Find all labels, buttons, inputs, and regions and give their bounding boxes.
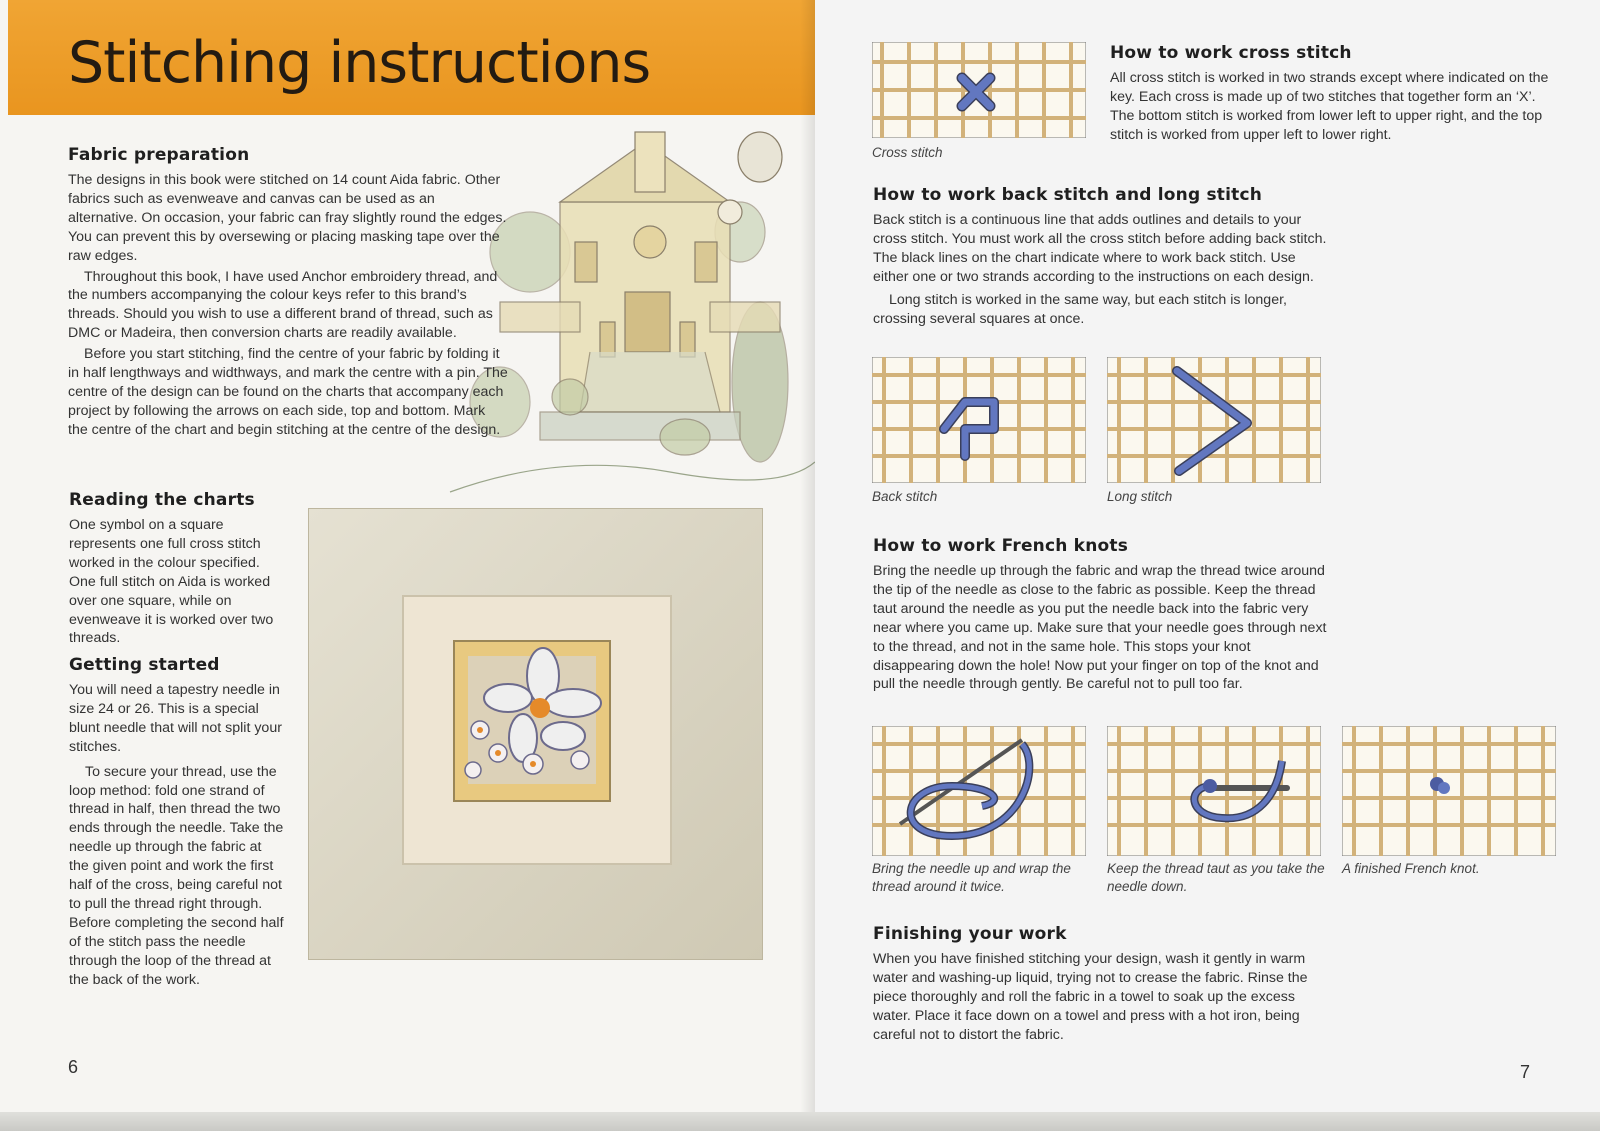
reading-charts-paragraph: One symbol on a square represents one full cross stitch worked in the colour specified. One full stitch on Aida is worked over one square, while on evenweave it is worked over two threads. <box>69 517 274 647</box>
heading-finishing: Finishing your work <box>873 924 1067 944</box>
section-reading-charts <box>69 490 285 648</box>
right-page <box>815 0 1600 1131</box>
heading-fabric-preparation: Fabric preparation <box>68 145 250 165</box>
page-bottom-edge <box>0 1112 1600 1131</box>
heading-cross-stitch: How to work cross stitch <box>1110 43 1352 63</box>
back-stitch-diagram <box>872 357 1086 483</box>
cross-stitch-paragraph: All cross stitch is worked in two strands except where indicated on the key. Each cross is made up of two stitches that together form an ‘X’. The bottom stitch is worked from lower left to upper right, and the top stitch is worked from upper left to lower right. <box>1110 70 1549 143</box>
getting-started-paragraph-2: To secure your thread, use the loop method: fold one strand of thread in half, then thread the two ends through the needle. Take the needle up through the fabric at the given point and work the first half of the cross, being careful not to pull the thread right through. Before completing the second half of the stitch pass the needle through the loop of the thread at the back of the work. <box>69 763 284 988</box>
getting-started-paragraph-1: You will need a tapestry needle in size 24 or 26. This is a special blunt needle that will not split your stitches. <box>69 682 282 755</box>
finishing-paragraph: When you have finished stitching your design, wash it gently in warm water and washing-up liquid, trying not to crease the fabric. Rinse the piece thoroughly and roll the fabric in a towel to soak up the excess water. Place it face down on a towel and press with a hot iron, being careful not to distort the fabric. <box>873 951 1308 1043</box>
caption-cross-stitch: Cross stitch <box>872 145 943 160</box>
section-fabric-preparation <box>68 145 508 440</box>
section-french-knots <box>873 536 1328 694</box>
page-number-right: 7 <box>1520 1062 1531 1082</box>
heading-getting-started: Getting started <box>69 655 220 675</box>
heading-back-stitch: How to work back stitch and long stitch <box>873 185 1263 205</box>
heading-french-knots: How to work French knots <box>873 536 1129 556</box>
cross-stitch-diagram <box>872 42 1086 138</box>
section-cross-stitch <box>1110 43 1560 145</box>
long-stitch-diagram <box>1107 357 1321 483</box>
caption-back-stitch: Back stitch <box>872 489 938 504</box>
section-finishing <box>873 924 1328 1045</box>
framed-cross-stitch-photo <box>308 508 763 960</box>
fabric-preparation-paragraph-1: The designs in this book were stitched on 14 count Aida fabric. Other fabrics such as evenweave and canvas can be used as an alternative. On occasion, your fabric can fray slightly round the edges. You can prevent this by oversewing or placing masking tape over the raw edges. <box>68 172 507 264</box>
fabric-preparation-paragraph-3: Before you start stitching, find the centre of your fabric by folding it in half lengthways and widthways, and mark the centre with a pin. The centre of the design can be found on the charts that accompany each project by following the arrows on each side, top and bottom. Mark the centre of the chart and begin stitching at the centre of the design. <box>68 346 508 438</box>
caption-french-knot-3: A finished French knot. <box>1342 861 1480 876</box>
back-stitch-paragraph-1: Back stitch is a continuous line that adds outlines and details to your cross stitch. You must work all the cross stitch before adding back stitch. The black lines on the chart indicate where to work back stitch. Use either one or two strands according to the instructions on each design. <box>873 212 1327 285</box>
caption-french-knot-1: Bring the needle up and wrap the thread around it twice. <box>872 861 1071 894</box>
heading-reading-charts: Reading the charts <box>69 490 255 510</box>
french-knot-finished-diagram <box>1342 726 1556 856</box>
section-back-stitch <box>873 185 1328 328</box>
back-stitch-paragraph-2: Long stitch is worked in the same way, but each stitch is longer, crossing several squares at once. <box>873 291 1287 327</box>
french-knot-wrap-diagram <box>872 726 1086 856</box>
page-number-left: 6 <box>68 1057 79 1077</box>
page-title: Stitching instructions <box>68 30 651 96</box>
fabric-preparation-paragraph-2: Throughout this book, I have used Anchor embroidery thread, and the numbers accompanying the colour keys refer to this brand’s threads. Should you wish to use a different brand of thread, such as DMC or Madeira, then conversion charts are readily available. <box>68 268 498 342</box>
caption-french-knot-2: Keep the thread taut as you take the needle down. <box>1107 861 1325 894</box>
french-knots-paragraph: Bring the needle up through the fabric and wrap the thread twice around the tip of the needle as close to the fabric as possible. Keep the thread taut around the needle as you put the needle back into the fabric very near where you came up. Make sure that your needle goes through next to the thread, and not in the same hole. This stops your knot disappearing down the hole! Now put your finger on top of the knot and pull the needle through gently. Be careful not to pull too far. <box>873 563 1327 693</box>
caption-long-stitch: Long stitch <box>1107 489 1173 504</box>
section-getting-started <box>69 655 285 990</box>
french-knot-taut-diagram <box>1107 726 1321 856</box>
